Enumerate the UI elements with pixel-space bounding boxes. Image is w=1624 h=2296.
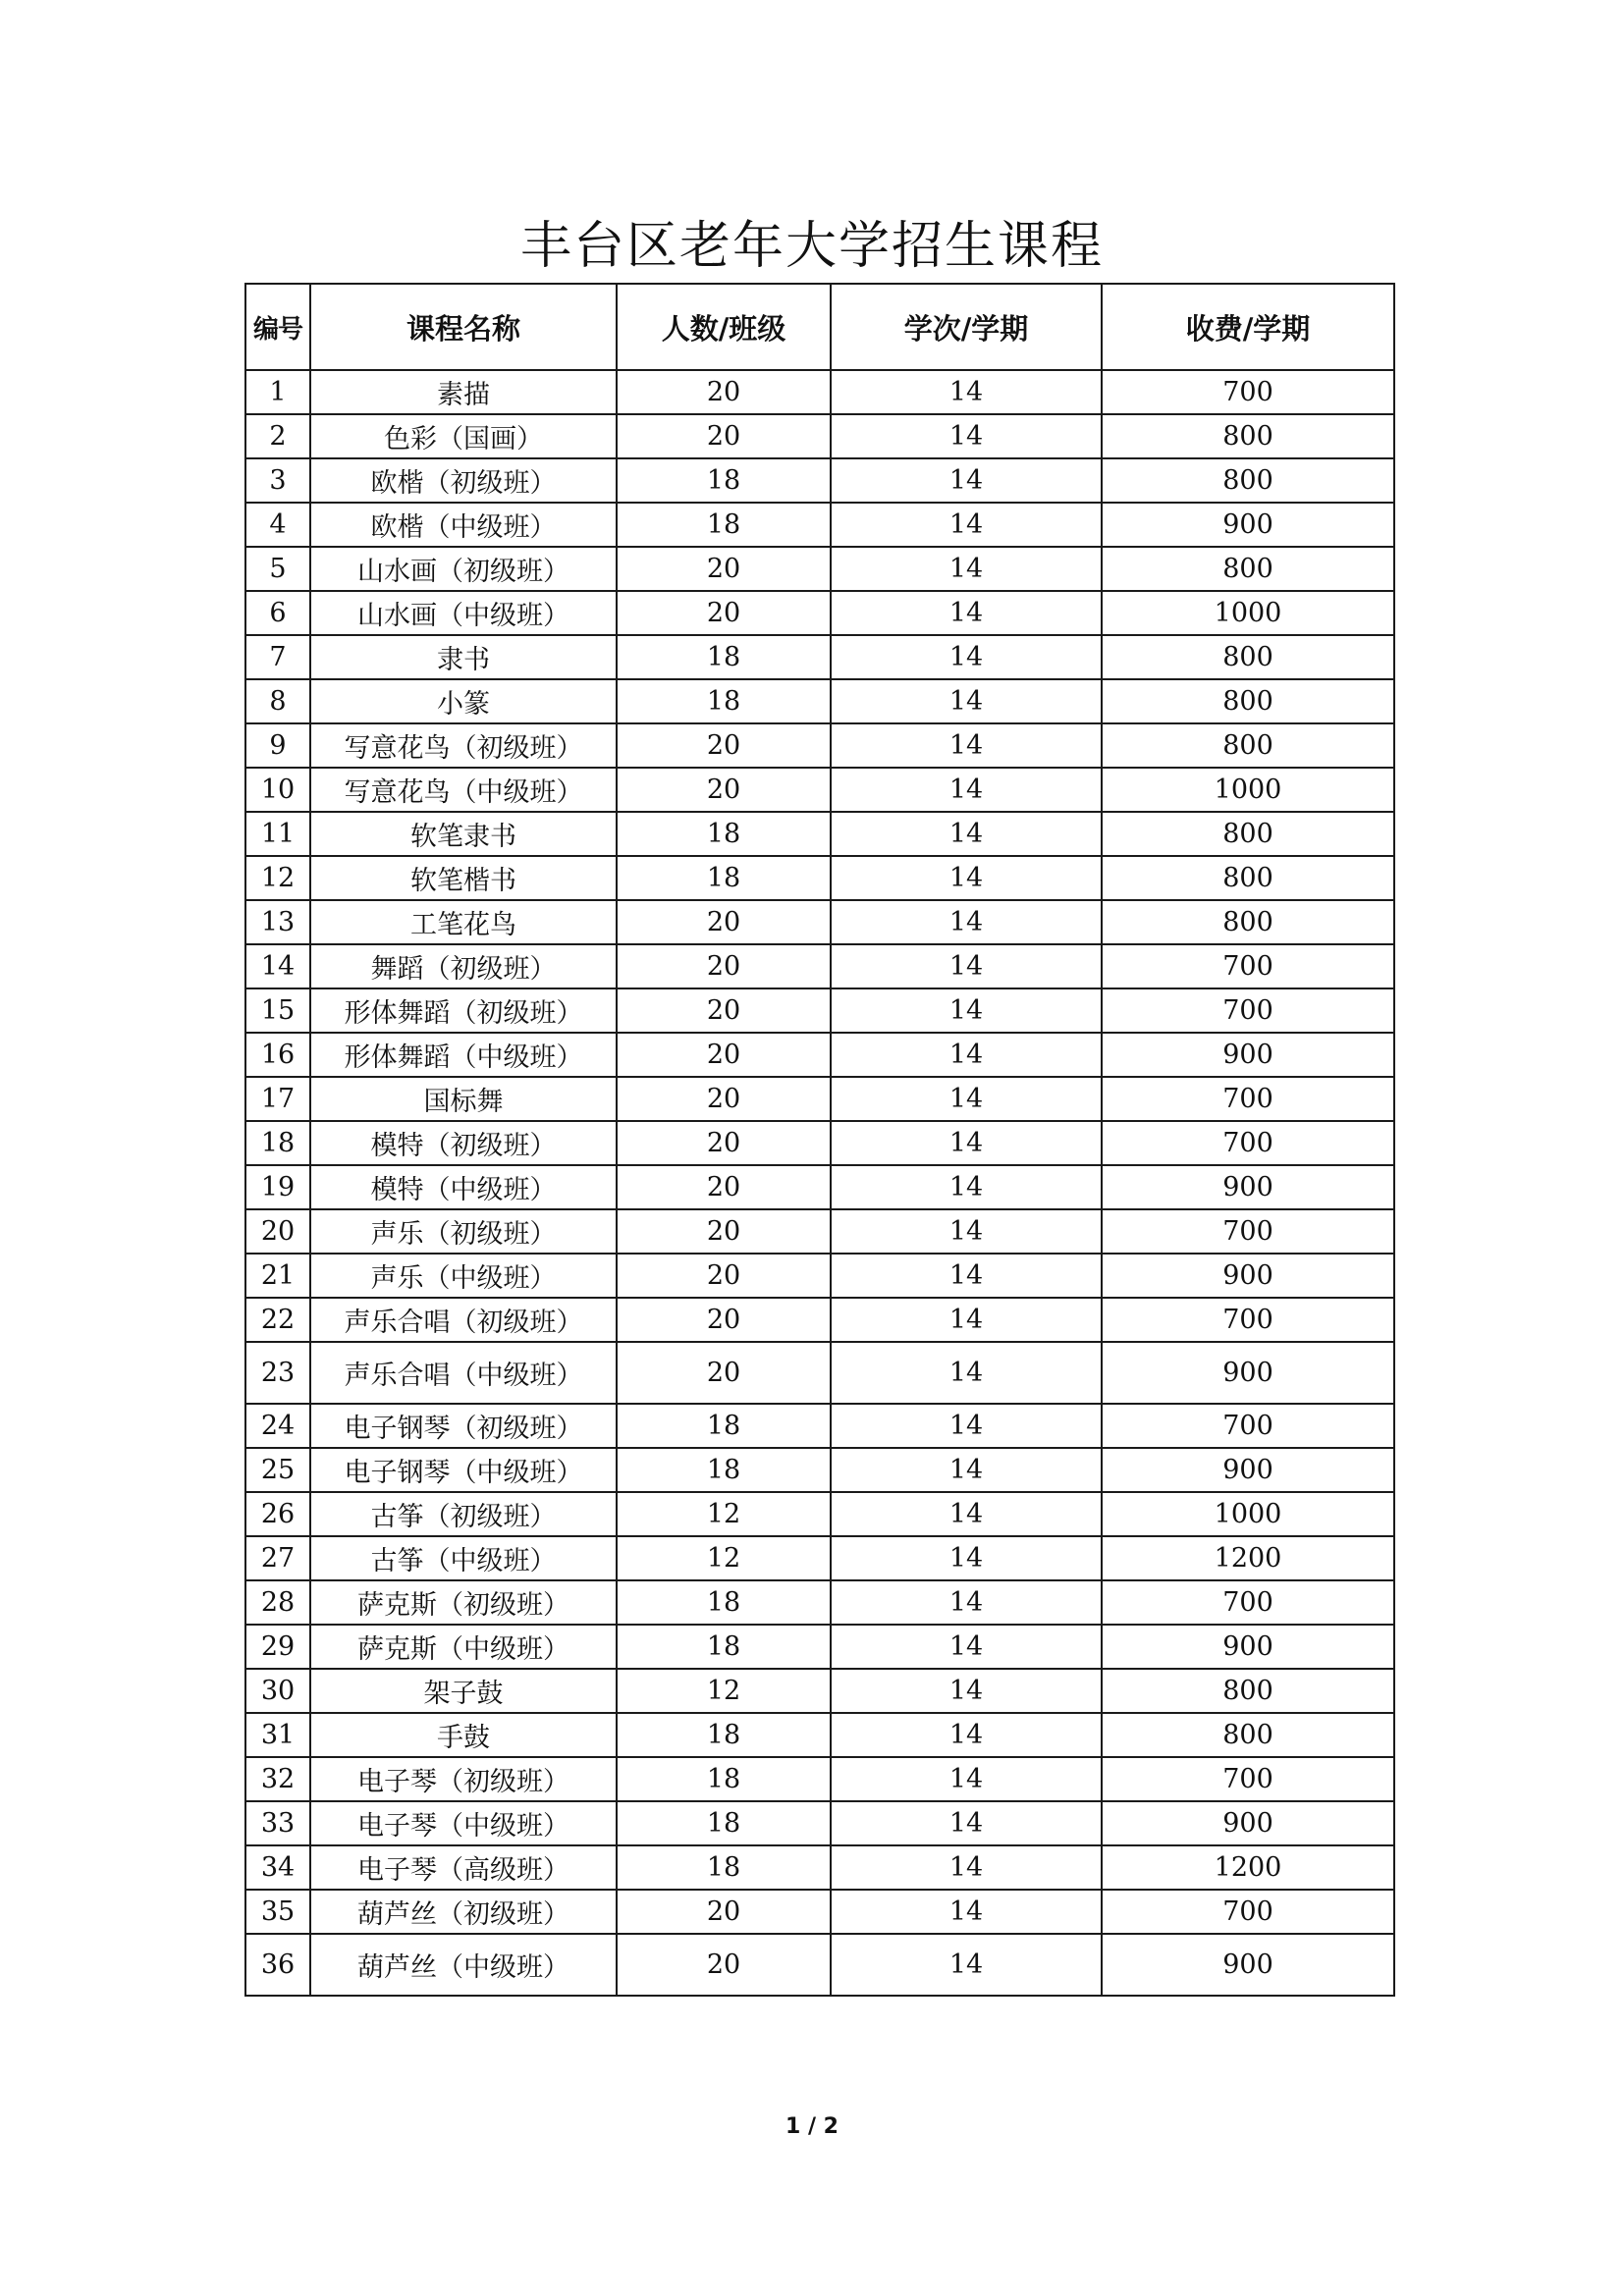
cell-class-size: 20 (617, 1077, 831, 1121)
table-row (245, 1492, 1394, 1536)
cell-sessions: 14 (831, 458, 1102, 503)
cell-sessions: 14 (831, 1890, 1102, 1934)
cell-fee: 700 (1102, 1890, 1394, 1934)
course-table (244, 283, 1395, 1997)
cell-fee: 1200 (1102, 1536, 1394, 1580)
cell-name: 欧楷（中级班） (310, 503, 617, 547)
cell-id: 33 (245, 1801, 310, 1845)
cell-name: 欧楷（初级班） (310, 458, 617, 503)
cell-id: 28 (245, 1580, 310, 1625)
cell-sessions: 14 (831, 1448, 1102, 1492)
table-row (245, 1209, 1394, 1254)
cell-class-size: 18 (617, 856, 831, 900)
cell-class-size: 18 (617, 679, 831, 723)
cell-class-size: 12 (617, 1536, 831, 1580)
cell-sessions: 14 (831, 1625, 1102, 1669)
cell-fee: 1000 (1102, 591, 1394, 635)
cell-name: 声乐（中级班） (310, 1254, 617, 1298)
cell-class-size: 12 (617, 1669, 831, 1713)
table-header (245, 284, 1394, 370)
cell-fee: 800 (1102, 458, 1394, 503)
cell-id: 6 (245, 591, 310, 635)
table-row (245, 1669, 1394, 1713)
cell-fee: 800 (1102, 900, 1394, 944)
cell-fee: 1000 (1102, 1492, 1394, 1536)
cell-id: 7 (245, 635, 310, 679)
table-row (245, 458, 1394, 503)
cell-sessions: 14 (831, 1580, 1102, 1625)
cell-fee: 800 (1102, 856, 1394, 900)
cell-fee: 1200 (1102, 1845, 1394, 1890)
cell-class-size: 20 (617, 723, 831, 768)
cell-sessions: 14 (831, 1934, 1102, 1996)
cell-fee: 800 (1102, 547, 1394, 591)
cell-name: 工笔花鸟 (310, 900, 617, 944)
cell-fee: 900 (1102, 1033, 1394, 1077)
cell-sessions: 14 (831, 1165, 1102, 1209)
cell-sessions: 14 (831, 1845, 1102, 1890)
cell-class-size: 20 (617, 1165, 831, 1209)
table-row (245, 635, 1394, 679)
table-row (245, 988, 1394, 1033)
cell-class-size: 18 (617, 1713, 831, 1757)
table-row (245, 1801, 1394, 1845)
cell-name: 声乐（初级班） (310, 1209, 617, 1254)
cell-id: 32 (245, 1757, 310, 1801)
cell-class-size: 20 (617, 944, 831, 988)
cell-class-size: 20 (617, 768, 831, 812)
cell-sessions: 14 (831, 1298, 1102, 1342)
cell-name: 葫芦丝（初级班） (310, 1890, 617, 1934)
table-row (245, 1625, 1394, 1669)
table-row (245, 1713, 1394, 1757)
cell-fee: 900 (1102, 503, 1394, 547)
cell-class-size: 20 (617, 547, 831, 591)
cell-fee: 800 (1102, 635, 1394, 679)
cell-name: 隶书 (310, 635, 617, 679)
table-row (245, 1757, 1394, 1801)
table-row (245, 1298, 1394, 1342)
cell-class-size: 18 (617, 458, 831, 503)
cell-fee: 700 (1102, 1298, 1394, 1342)
header-class-size: 人数/班级 (617, 284, 831, 370)
cell-name: 舞蹈（初级班） (310, 944, 617, 988)
table-row (245, 1254, 1394, 1298)
cell-name: 模特（中级班） (310, 1165, 617, 1209)
cell-fee: 900 (1102, 1934, 1394, 1996)
cell-id: 5 (245, 547, 310, 591)
cell-sessions: 14 (831, 1713, 1102, 1757)
cell-fee: 900 (1102, 1448, 1394, 1492)
cell-name: 素描 (310, 370, 617, 414)
cell-id: 2 (245, 414, 310, 458)
cell-sessions: 14 (831, 547, 1102, 591)
cell-fee: 900 (1102, 1801, 1394, 1845)
cell-class-size: 18 (617, 1801, 831, 1845)
header-sessions: 学次/学期 (831, 284, 1102, 370)
cell-id: 36 (245, 1934, 310, 1996)
cell-name: 萨克斯（初级班） (310, 1580, 617, 1625)
table-row (245, 900, 1394, 944)
table-row (245, 812, 1394, 856)
cell-fee: 800 (1102, 1669, 1394, 1713)
cell-fee: 700 (1102, 1121, 1394, 1165)
cell-id: 10 (245, 768, 310, 812)
cell-fee: 800 (1102, 414, 1394, 458)
cell-sessions: 14 (831, 1536, 1102, 1580)
cell-sessions: 14 (831, 1254, 1102, 1298)
cell-sessions: 14 (831, 635, 1102, 679)
cell-name: 古筝（初级班） (310, 1492, 617, 1536)
cell-sessions: 14 (831, 1342, 1102, 1404)
cell-fee: 1000 (1102, 768, 1394, 812)
table-row (245, 1165, 1394, 1209)
cell-id: 15 (245, 988, 310, 1033)
table-row (245, 1404, 1394, 1448)
cell-id: 3 (245, 458, 310, 503)
cell-fee: 900 (1102, 1165, 1394, 1209)
cell-fee: 900 (1102, 1625, 1394, 1669)
table-row (245, 856, 1394, 900)
cell-fee: 700 (1102, 988, 1394, 1033)
cell-name: 古筝（中级班） (310, 1536, 617, 1580)
cell-sessions: 14 (831, 812, 1102, 856)
table-row (245, 1121, 1394, 1165)
table-row (245, 1845, 1394, 1890)
cell-id: 24 (245, 1404, 310, 1448)
cell-id: 20 (245, 1209, 310, 1254)
cell-class-size: 20 (617, 1298, 831, 1342)
page-title: 丰台区老年大学招生课程 (519, 217, 1104, 276)
cell-fee: 800 (1102, 723, 1394, 768)
cell-name: 山水画（中级班） (310, 591, 617, 635)
cell-sessions: 14 (831, 1404, 1102, 1448)
cell-sessions: 14 (831, 414, 1102, 458)
cell-fee: 700 (1102, 370, 1394, 414)
cell-fee: 700 (1102, 1404, 1394, 1448)
cell-id: 27 (245, 1536, 310, 1580)
cell-name: 电子琴（中级班） (310, 1801, 617, 1845)
cell-name: 形体舞蹈（中级班） (310, 1033, 617, 1077)
cell-name: 声乐合唱（中级班） (310, 1342, 617, 1404)
cell-sessions: 14 (831, 900, 1102, 944)
table-row (245, 1342, 1394, 1404)
table-body (245, 370, 1394, 1996)
cell-fee: 700 (1102, 944, 1394, 988)
cell-id: 18 (245, 1121, 310, 1165)
cell-id: 13 (245, 900, 310, 944)
table-row (245, 1890, 1394, 1934)
cell-class-size: 20 (617, 900, 831, 944)
cell-id: 14 (245, 944, 310, 988)
cell-class-size: 20 (617, 370, 831, 414)
cell-sessions: 14 (831, 1121, 1102, 1165)
table-row (245, 370, 1394, 414)
cell-sessions: 14 (831, 591, 1102, 635)
page-number: 1 / 2 (785, 2114, 839, 2139)
cell-id: 19 (245, 1165, 310, 1209)
cell-sessions: 14 (831, 679, 1102, 723)
cell-name: 模特（初级班） (310, 1121, 617, 1165)
cell-id: 12 (245, 856, 310, 900)
table-row (245, 944, 1394, 988)
cell-id: 31 (245, 1713, 310, 1757)
header-id: 编号 (245, 284, 310, 370)
cell-sessions: 14 (831, 1492, 1102, 1536)
cell-sessions: 14 (831, 768, 1102, 812)
cell-name: 软笔楷书 (310, 856, 617, 900)
table-row (245, 414, 1394, 458)
table-row (245, 503, 1394, 547)
cell-sessions: 14 (831, 1757, 1102, 1801)
cell-sessions: 14 (831, 988, 1102, 1033)
cell-fee: 900 (1102, 1342, 1394, 1404)
cell-fee: 800 (1102, 1713, 1394, 1757)
table-row (245, 1934, 1394, 1996)
header-fee: 收费/学期 (1102, 284, 1394, 370)
cell-name: 软笔隶书 (310, 812, 617, 856)
cell-id: 26 (245, 1492, 310, 1536)
cell-name: 小篆 (310, 679, 617, 723)
cell-class-size: 20 (617, 1209, 831, 1254)
cell-sessions: 14 (831, 944, 1102, 988)
cell-fee: 700 (1102, 1077, 1394, 1121)
cell-fee: 900 (1102, 1254, 1394, 1298)
cell-class-size: 18 (617, 1448, 831, 1492)
cell-id: 9 (245, 723, 310, 768)
cell-sessions: 14 (831, 1209, 1102, 1254)
cell-id: 30 (245, 1669, 310, 1713)
cell-id: 23 (245, 1342, 310, 1404)
cell-class-size: 18 (617, 812, 831, 856)
cell-id: 21 (245, 1254, 310, 1298)
cell-fee: 700 (1102, 1580, 1394, 1625)
cell-class-size: 18 (617, 1757, 831, 1801)
cell-class-size: 18 (617, 1845, 831, 1890)
cell-name: 国标舞 (310, 1077, 617, 1121)
table-row (245, 768, 1394, 812)
cell-id: 34 (245, 1845, 310, 1890)
cell-name: 声乐合唱（初级班） (310, 1298, 617, 1342)
cell-name: 电子琴（高级班） (310, 1845, 617, 1890)
cell-name: 手鼓 (310, 1713, 617, 1757)
cell-id: 35 (245, 1890, 310, 1934)
header-course-name: 课程名称 (310, 284, 617, 370)
table-row (245, 1580, 1394, 1625)
cell-class-size: 18 (617, 1404, 831, 1448)
cell-class-size: 20 (617, 1890, 831, 1934)
cell-class-size: 20 (617, 1121, 831, 1165)
cell-class-size: 18 (617, 635, 831, 679)
cell-fee: 700 (1102, 1209, 1394, 1254)
cell-id: 8 (245, 679, 310, 723)
table-row (245, 679, 1394, 723)
cell-id: 11 (245, 812, 310, 856)
cell-sessions: 14 (831, 1077, 1102, 1121)
cell-class-size: 18 (617, 1580, 831, 1625)
cell-id: 29 (245, 1625, 310, 1669)
cell-id: 4 (245, 503, 310, 547)
cell-class-size: 20 (617, 988, 831, 1033)
cell-class-size: 20 (617, 414, 831, 458)
cell-sessions: 14 (831, 1801, 1102, 1845)
cell-name: 色彩（国画） (310, 414, 617, 458)
table-row (245, 591, 1394, 635)
table-row (245, 1536, 1394, 1580)
cell-sessions: 14 (831, 856, 1102, 900)
cell-id: 16 (245, 1033, 310, 1077)
cell-sessions: 14 (831, 370, 1102, 414)
cell-fee: 800 (1102, 812, 1394, 856)
cell-id: 25 (245, 1448, 310, 1492)
table-row (245, 1033, 1394, 1077)
cell-sessions: 14 (831, 1033, 1102, 1077)
cell-name: 电子钢琴（中级班） (310, 1448, 617, 1492)
cell-name: 写意花鸟（中级班） (310, 768, 617, 812)
cell-class-size: 12 (617, 1492, 831, 1536)
cell-sessions: 14 (831, 723, 1102, 768)
table-row (245, 1077, 1394, 1121)
table-row (245, 1448, 1394, 1492)
cell-class-size: 18 (617, 1625, 831, 1669)
cell-class-size: 20 (617, 1254, 831, 1298)
cell-id: 17 (245, 1077, 310, 1121)
cell-name: 萨克斯（中级班） (310, 1625, 617, 1669)
cell-class-size: 20 (617, 1934, 831, 1996)
cell-sessions: 14 (831, 503, 1102, 547)
cell-id: 22 (245, 1298, 310, 1342)
cell-class-size: 18 (617, 503, 831, 547)
cell-sessions: 14 (831, 1669, 1102, 1713)
cell-name: 形体舞蹈（初级班） (310, 988, 617, 1033)
table-row (245, 723, 1394, 768)
cell-name: 写意花鸟（初级班） (310, 723, 617, 768)
cell-class-size: 20 (617, 1033, 831, 1077)
cell-fee: 800 (1102, 679, 1394, 723)
table-row (245, 547, 1394, 591)
cell-name: 电子琴（初级班） (310, 1757, 617, 1801)
header-row (245, 284, 1394, 370)
cell-class-size: 20 (617, 591, 831, 635)
cell-id: 1 (245, 370, 310, 414)
cell-name: 葫芦丝（中级班） (310, 1934, 617, 1996)
cell-name: 山水画（初级班） (310, 547, 617, 591)
cell-name: 电子钢琴（初级班） (310, 1404, 617, 1448)
cell-fee: 700 (1102, 1757, 1394, 1801)
cell-name: 架子鼓 (310, 1669, 617, 1713)
cell-class-size: 20 (617, 1342, 831, 1404)
